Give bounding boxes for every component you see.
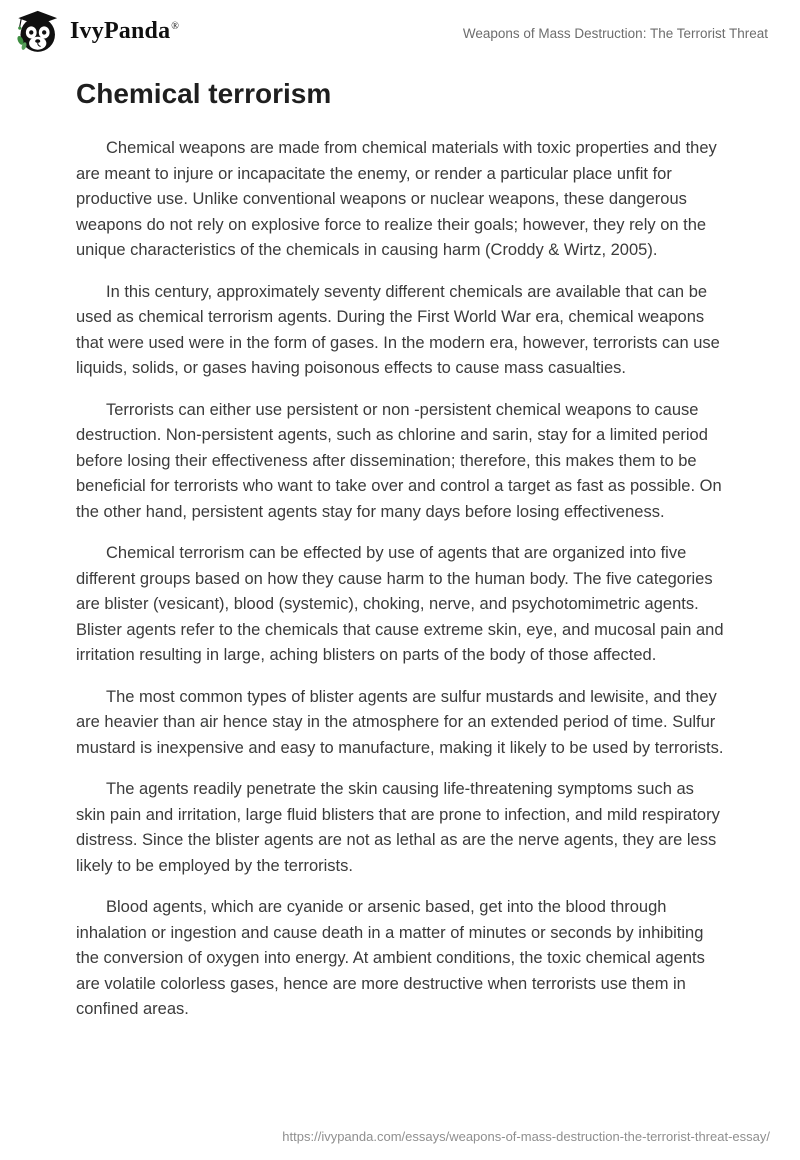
page-header	[0, 0, 800, 52]
article-body	[76, 136, 724, 1023]
paragraph: The most common types of blister agents are sulfur mustards and lewisite, and they are heavier than air hence stay in the atmosphere for an extended period of time. Sulfur mustard is inexpensive and easy to manufacture, making it likely to be used by terrorists.	[76, 687, 724, 757]
ivypanda-logo-icon	[14, 8, 60, 54]
brand-link[interactable]	[14, 8, 179, 54]
registered-mark: ®	[171, 20, 180, 32]
brand-name: IvyPanda®	[70, 17, 180, 44]
paragraph: Blood agents, which are cyanide or arsenic based, get into the blood through inhalation or ingestion and cause death in a matter of minutes or seconds by inhibiting the conversion of oxygen into energy. At ambient conditions, the toxic chemical agents are volatile colorless gases, hence are more destructive when terrorists use them in confined areas.	[76, 898, 705, 1018]
page-title: Chemical terrorism	[76, 78, 332, 109]
source-url: https://ivypanda.com/essays/weapons-of-mass-destruction-the-terrorist-threat-essay/	[282, 1129, 770, 1144]
article	[0, 78, 800, 1023]
paragraph: The agents readily penetrate the skin causing life-threatening symptoms such as skin pain and irritation, large fluid blisters that are prone to infection, and mild respiratory distress. Since the blister agents are not as lethal as are the nerve agents, they are less likely to be employed by the terrorists.	[76, 780, 720, 875]
paragraph: Chemical terrorism can be effected by use of agents that are organized into five different groups based on how they cause harm to the human body. The five categories are blister (vesicant), blood (systemic), choking, nerve, and psychotomimetric agents. Blister agents refer to the chemicals that cause extreme skin, eye, and mucosal pain and irritation resulting in large, aching blisters on parts of the body of those affected.	[76, 544, 724, 664]
paragraph: Terrorists can either use persistent or non -persistent chemical weapons to cause destruction. Non-persistent agents, such as chlorine and sarin, stay for a limited period before losing their effectiveness after dissemination; therefore, this makes them to be beneficial for terrorists who want to take over and control a target as fast as possible. On the other hand, persistent agents stay for many days before losing effectiveness.	[76, 400, 722, 521]
paragraph: In this century, approximately seventy different chemicals are available that can be used as chemical terrorism agents. During the First World War era, chemical weapons that were used were in the form of gases. In the modern era, however, terrorists can use liquids, solids, or gases having poisonous effects to cause mass casualties.	[76, 282, 720, 377]
paragraph: Chemical weapons are made from chemical materials with toxic properties and they are meant to injure or incapacitate the enemy, or render a particular place unfit for productive use. Unlike conventional weapons or nuclear weapons, these dangerous weapons do not rely on explosive force to realize their goals; however, they rely on the unique characteristics of the chemicals in causing harm (Croddy & Wirtz, 2005).	[76, 139, 717, 259]
document-title-header: Weapons of Mass Destruction: The Terrorist Threat	[462, 25, 768, 41]
